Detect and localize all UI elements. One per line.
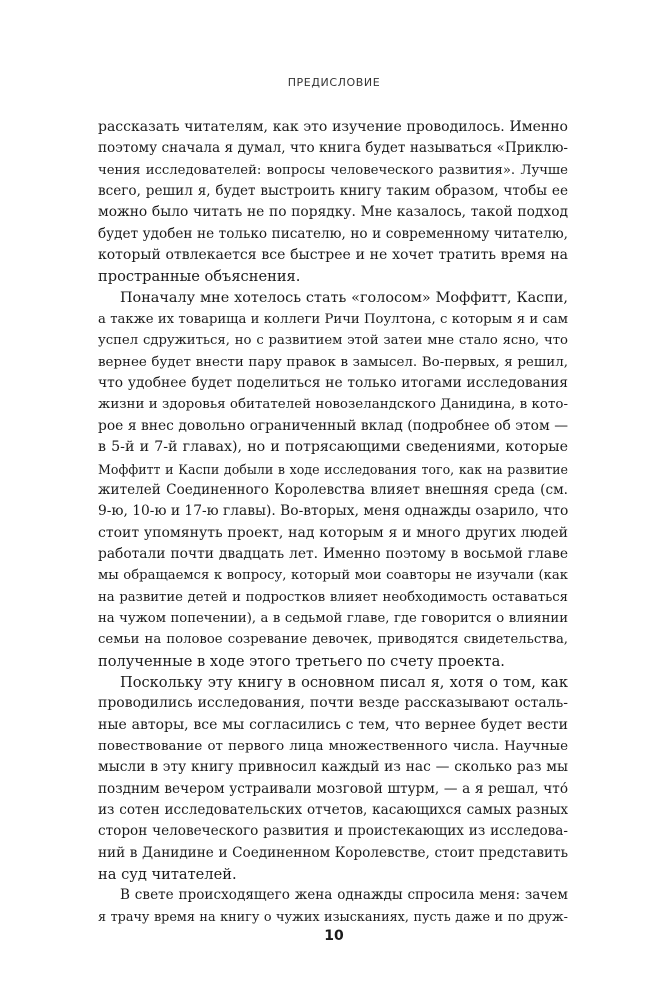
paragraph xyxy=(98,117,568,288)
text-line: пространные объяснения. xyxy=(98,268,301,286)
text-line: на суд читателей. xyxy=(98,866,237,884)
text-line: на развитие детей и подростков влияет необходимость оставаться xyxy=(98,589,568,605)
text-line: успел сдружиться, но с развитием этой затеи мне стало ясно, что xyxy=(98,333,568,349)
text-line: из сотен исследовательских отчетов, касающихся самых разных xyxy=(98,802,568,818)
text-line: поздним вечером устраивали мозговой штурм, — а я решал, что́ xyxy=(98,780,568,797)
text-line: 9-ю, 10-ю и 17-ю главы). Во-вторых, меня однажды озарило, что xyxy=(98,503,569,520)
body-text xyxy=(98,117,568,928)
text-line: В свете происходящего жена однажды спросила меня: зачем xyxy=(120,887,568,904)
text-line: в 5-й и 7-й главах), но и потрясающими сведениями, которые xyxy=(98,439,568,456)
text-line: рое я внес довольно ограниченный вклад (подробнее об этом — xyxy=(98,417,568,434)
text-line: всего, решил я, будет выстроить книгу таким образом, чтобы ее xyxy=(98,183,568,200)
text-line: поэтому сначала я думал, что книга будет называться «Приклю- xyxy=(98,140,568,157)
running-header: ПРЕДИСЛОВИЕ xyxy=(287,76,381,89)
text-line: мы обращаемся к вопросу, который мои соавторы не изучали (как xyxy=(98,568,568,584)
text-line: жизни и здоровья обитателей новозеландского Данидина, в кото- xyxy=(98,397,568,413)
text-line: рассказать читателям, как это изучение проводилось. Именно xyxy=(98,119,568,135)
text-line: сторон человеческого развития и проистекающих из исследова- xyxy=(98,823,568,840)
text-line: на чужом попечении), а в седьмой главе, где говорится о влиянии xyxy=(98,610,568,626)
text-line: работали почти двадцать лет. Именно поэтому в восьмой главе xyxy=(98,545,568,562)
text-line: ний в Данидине и Соединенном Королевстве, стоит представить xyxy=(98,844,568,861)
text-line: можно было читать не по порядку. Мне казалось, такой подход xyxy=(98,204,568,221)
text-line: семьи на половое созревание девочек, приводятся свидетельства, xyxy=(98,632,568,648)
text-line: повествование от первого лица множественного числа. Научные xyxy=(98,738,568,754)
text-line: будет удобен не только писателю, но и современному читателю, xyxy=(98,225,568,242)
page-number: 10 xyxy=(324,928,344,944)
paragraph xyxy=(98,288,568,672)
text-line: жителей Соединенного Королевства влияет внешняя среда (см. xyxy=(98,481,568,498)
paragraph xyxy=(98,672,568,885)
text-line: чения исследователей: вопросы человеческого развития». Лучше xyxy=(98,162,568,178)
text-line: а также их товарища и коллеги Ричи Поултона, с которым я и сам xyxy=(98,312,568,328)
text-line: который отвлекается все быстрее и не хочет тратить время на xyxy=(98,247,568,264)
text-line: стоит упомянуть проект, над которым я и много других людей xyxy=(98,524,568,541)
text-line: Поскольку эту книгу в основном писал я, хотя о том, как xyxy=(120,673,568,691)
text-line: вернее будет внести пару правок в замысел. Во-первых, я решил, xyxy=(98,354,568,370)
paragraph xyxy=(98,885,568,928)
text-line: Моффитт и Каспи добыли в ходе исследования того, как на развитие xyxy=(98,461,568,477)
text-line: полученные в ходе этого третьего по счету проекта. xyxy=(98,652,505,670)
text-line: я трачу время на книгу о чужих изысканиях, пусть даже и по друж- xyxy=(98,909,568,925)
text-line: проводились исследования, почти везде рассказывают осталь- xyxy=(98,695,568,712)
text-line: что удобнее будет поделиться не только итогами исследования xyxy=(98,375,568,392)
text-line: ные авторы, все мы согласились с тем, что вернее будет вести xyxy=(98,716,568,733)
text-line: Поначалу мне хотелось стать «голосом» Моффитт, Каспи, xyxy=(120,289,568,306)
text-line: мысли в эту книгу привносил каждый из нас — сколько раз мы xyxy=(98,759,568,776)
